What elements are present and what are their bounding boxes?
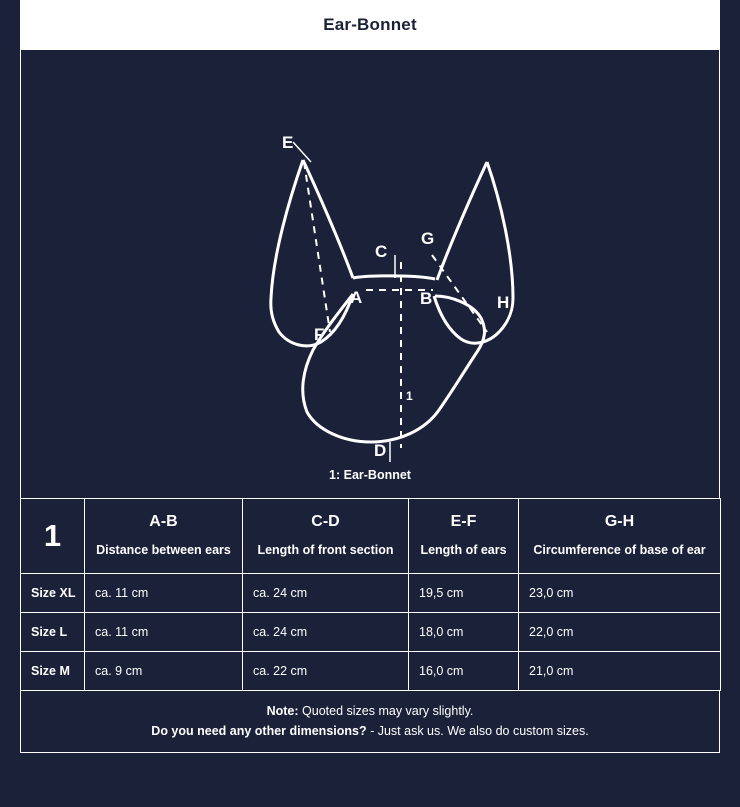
header-cell-ab: [85, 499, 243, 574]
note-label: Note:: [266, 704, 299, 718]
header-code-gh: G-H: [604, 513, 635, 530]
point-label-A: A: [350, 288, 363, 307]
header-desc-ef: Length of ears: [420, 543, 507, 557]
table-row: [21, 574, 721, 613]
size-table: [20, 498, 721, 691]
custom-size-question: Do you need any other dimensions?: [151, 724, 367, 738]
left-ear-inner: [303, 160, 353, 278]
cell-ef: 19,5 cm: [409, 574, 519, 613]
diagram-index-label: 1: [406, 389, 413, 403]
point-label-G: G: [421, 229, 435, 248]
page-title: Ear-Bonnet: [323, 15, 417, 34]
cell-gh: 22,0 cm: [519, 613, 721, 652]
row-size-name: Size L: [21, 613, 85, 652]
cell-gh: 21,0 cm: [519, 652, 721, 691]
cell-ab: ca. 9 cm: [85, 652, 243, 691]
header-code-ef: E-F: [450, 513, 477, 530]
row-size-name: Size XL: [21, 574, 85, 613]
diagram-panel: [20, 50, 720, 498]
point-label-H: H: [497, 293, 510, 312]
table-header-row: [21, 499, 721, 574]
note-line-2: [31, 724, 709, 738]
note-line-1: [31, 704, 709, 718]
cell-ef: 16,0 cm: [409, 652, 519, 691]
header-desc-gh: Circumference of base of ear: [533, 543, 706, 557]
header-code-cd: C-D: [311, 513, 340, 530]
cell-cd: ca. 22 cm: [243, 652, 409, 691]
header-cell-ef: [409, 499, 519, 574]
diagram-caption: 1: Ear-Bonnet: [329, 468, 411, 482]
point-label-B: B: [420, 289, 433, 308]
header-desc-ab: Distance between ears: [96, 543, 231, 557]
cell-ef: 18,0 cm: [409, 613, 519, 652]
cell-ab: ca. 11 cm: [85, 574, 243, 613]
page-title-bar: [20, 0, 720, 50]
measure-line-GH: [432, 255, 487, 332]
tick-E: [293, 142, 311, 162]
note-text: Quoted sizes may vary slightly.: [298, 704, 474, 718]
header-code-ab: A-B: [149, 513, 178, 530]
bottom-spacer: [20, 753, 720, 807]
ear-bonnet-diagram: [21, 50, 721, 470]
notes-panel: [20, 691, 720, 753]
point-label-F: F: [314, 325, 325, 344]
point-label-C: C: [375, 242, 388, 261]
cell-gh: 23,0 cm: [519, 574, 721, 613]
face-outline: [303, 294, 485, 442]
custom-size-answer: - Just ask us. We also do custom sizes.: [366, 724, 589, 738]
table-row: [21, 613, 721, 652]
point-label-E: E: [282, 133, 294, 152]
table-row: [21, 652, 721, 691]
cell-cd: ca. 24 cm: [243, 574, 409, 613]
header-desc-cd: Length of front section: [257, 543, 394, 557]
right-ear-inner: [437, 162, 487, 280]
brow-line: [353, 276, 435, 279]
header-cell-gh: [519, 499, 721, 574]
row-size-name: Size M: [21, 652, 85, 691]
point-label-D: D: [374, 441, 387, 460]
cell-cd: ca. 24 cm: [243, 613, 409, 652]
header-cell-cd: [243, 499, 409, 574]
header-row-number: 1: [21, 499, 85, 574]
cell-ab: ca. 11 cm: [85, 613, 243, 652]
left-ear-outline: [271, 160, 353, 346]
